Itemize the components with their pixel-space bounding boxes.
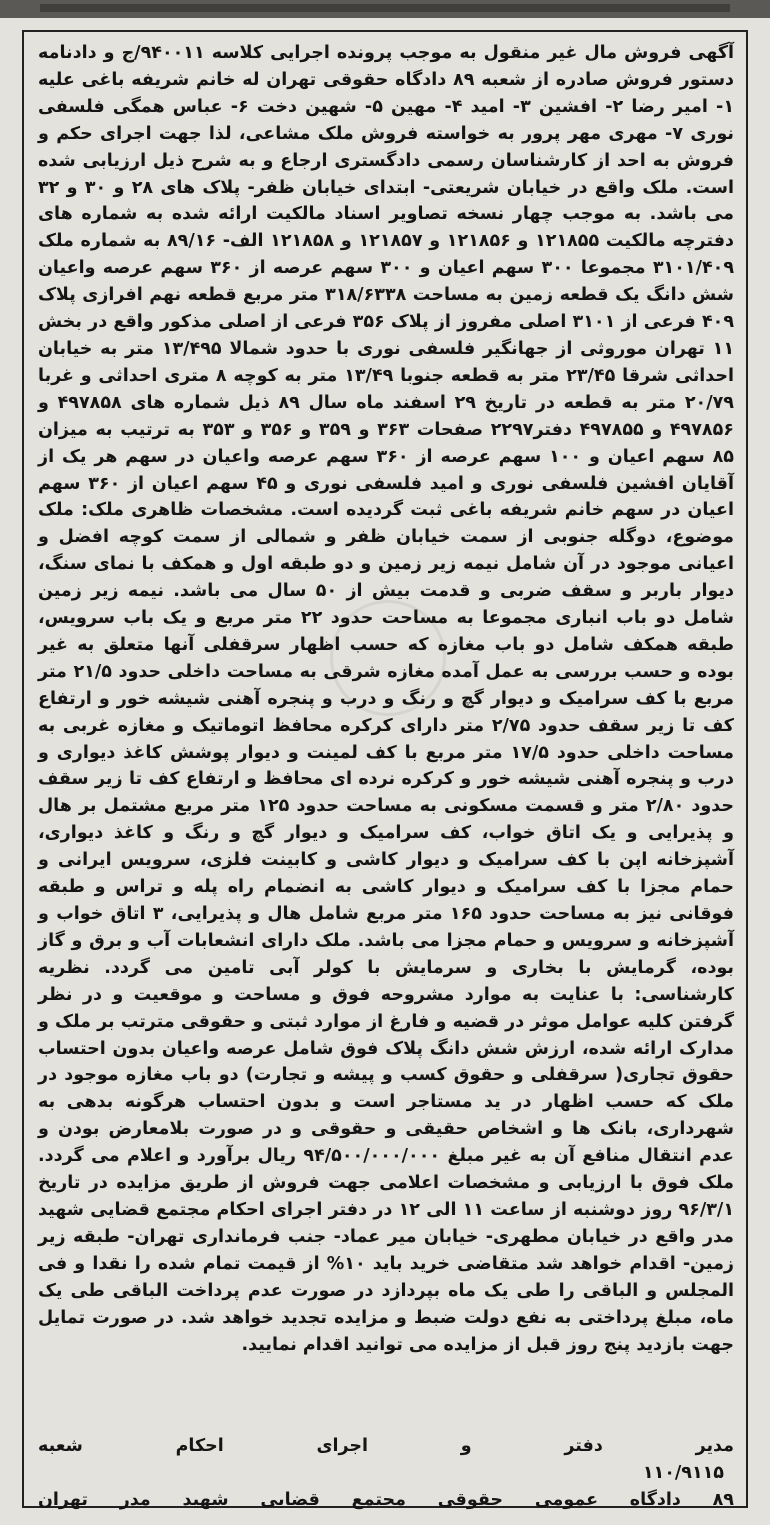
notice-footer — [38, 1433, 734, 1514]
torn-top-edge — [0, 0, 770, 18]
signature-title: مدیر دفتر و اجرای احکام شعبه — [38, 1436, 734, 1456]
court-name-line: ۸۹ دادگاه عمومی حقوقی مجتمع قضایی شهید مدر تهران — [38, 1489, 734, 1510]
reference-number: ۱۱۰/۹۱۱۵ — [642, 1462, 724, 1483]
auction-notice-body: آگهی فروش مال غیر منقول به موجب پرونده اجرایی کلاسه ۹۴۰۰۱۱/ج و دادنامه دستور فروش صادره از شعبه ۸۹ دادگاه حقوقی تهران له خانم شریفه باغی علیه ۱- امیر رضا ۲- افشین ۳- امید ۴- مهین ۵- شهین دخت ۶- عباس همگی فلسفی نوری ۷- مهری مهر پرور به خواسته فروش ملک مشاعی، لذا جهت اجرای حکم و فروش به احد از کارشناسان رسمی دادگستری ارجاع و به شرح ذیل ارزیابی شده است. ملک واقع در خیابان شریعتی- ابتدای خیابان ظفر- پلاک های ۲۸ و ۳۰ و ۳۲ می باشد. به موجب چهار نسخه تصاویر اسناد مالکیت ارائه شده به شماره های دفترچه مالکیت ۱۲۱۸۵۵ و ۱۲۱۸۵۶ و ۱۲۱۸۵۷ و ۱۲۱۸۵۸ الف- ۸۹/۱۶ به شماره ملک ۳۱۰۱/۴۰۹ مجموعا ۳۰۰ سهم اعیان و ۳۰۰ سهم عرصه از ۳۶۰ سهم عرصه واعیان شش دانگ یک قطعه زمین به مساحت ۳۱۸/۶۳۳۸ متر مربع قطعه نهم افرازی پلاک ۴۰۹ فرعی از ۳۱۰۱ اصلی مفروز از پلاک ۳۵۶ فرعی از اصلی مذکور واقع در بخش ۱۱ تهران موروثی از جهانگیر فلسفی نوری با حدود شمالا ۱۳/۴۹۵ متر به خیابان احداثی شرقا ۲۳/۴۵ متر به قطعه جنوبا ۱۳/۴۹ متر به کوچه ۸ متری احداثی و غربا ۲۰/۷۹ متر به قطعه در تاریخ ۲۹ اسفند ماه سال ۸۹ ذیل شماره های ۴۹۷۸۵۸ و ۴۹۷۸۵۶ و ۴۹۷۸۵۵ دفتر۲۲۹۷ صفحات ۳۶۳ و ۳۵۹ و ۳۵۶ و ۳۵۳ به ترتیب به میزان ۸۵ سهم اعیان و ۱۰۰ سهم عرصه از ۳۶۰ سهم عرصه واعیان در سهم هر یک از آقایان افشین فلسفی نوری و امید فلسفی نوری و ۴۵ سهم اعیان از ۳۶۰ سهم اعیان در سهم خانم شریفه باغی ثبت گردیده است. مشخصات ظاهری ملک: ملک موضوع، دوگله جنوبی از سمت خیابان ظفر و شمالی از سمت کوچه افضل و اعیانی موجود در آن شامل نیمه زیر زمین و دو طبقه اول و همکف با نمای سنگ، دیوار باربر و سقف ضربی و قدمت بیش از ۵۰ سال می باشد. نیمه زیر زمین شامل دو باب انباری مجموعا به مساحت حدود ۲۲ متر مربع و یک باب سرویس، طبقه همکف شامل دو باب مغازه که حسب اظهار سرقفلی آنها متعلق به غیر بوده و حسب بررسی به عمل آمده مغازه شرقی به مساحت داخلی حدود ۲۱/۵ متر مربع با کف سرامیک و دیوار گچ و رنگ و درب و پنجره آهنی شیشه خور و ارتفاع کف تا زیر سقف حدود ۲/۷۵ متر دارای کرکره محافظ اتوماتیک و مغازه غربی به مساحت داخلی حدود ۱۷/۵ متر مربع با کف لمینت و دیوار پوشش کاغذ دیواری و درب و پنجره آهنی شیشه خور و کرکره نرده ای محافظ و ارتفاع کف تا زیر سقف حدود ۲/۸۰ متر و قسمت مسکونی به مساحت حدود ۱۲۵ متر مربع مشتمل بر هال و پذیرایی و یک اتاق خواب، کف سرامیک و دیوار گچ و رنگ و کاغذ دیواری، آشپزخانه اپن با کف سرامیک و دیوار کاشی و کابینت فلزی، سرویس ایرانی و حمام مجزا با کف سرامیک و دیوار کاشی به انضمام راه پله و تراس و طبقه فوقانی نیز به مساحت حدود ۱۶۵ متر مربع شامل هال و پذیرایی، ۳ اتاق خواب و آشپزخانه و سرویس و حمام مجزا می باشد. ملک دارای انشعابات آب و برق و گاز بوده، گرمایش با بخاری و سرمایش با کولر آبی تامین می گردد. نظریه کارشناسی: با عنایت به موارد مشروحه فوق و مساحت و موقعیت و در نظر گرفتن کلیه عوامل موثر در قضیه و فارغ از موارد ثبتی و حقوقی مترتب بر ملک و مدارک ارائه شده، ارزش شش دانگ پلاک فوق شامل عرصه واعیان بدون احتساب حقوق تجاری( سرقفلی و حقوق کسب و پیشه و تجارت) دو باب مغازه موجود در ملک که حسب اظهار در ید مستاجر است و بدون احتساب هرگونه بدهی به شهرداری، بانک ها و اشخاص حقیقی و حقوقی و در صورت بلامعارض بودن و عدم انتقال منافع آن به غیر مبلغ ۹۴/۵۰۰/۰۰۰/۰۰۰ ریال برآورد و اعلام می گردد. ملک فوق با ارزیابی و مشخصات اعلامی جهت فروش از طریق مزایده در تاریخ ۹۶/۳/۱ روز دوشنبه از ساعت ۱۱ الی ۱۲ در دفتر اجرای احکام مجتمع قضایی شهید مدر واقع در خیابان مطهری- خیابان میر عماد- جنب فرمانداری تهران- طبقه زیر زمین- اقدام خواهد شد متقاضی خرید باید ۱۰% از قیمت تمام شده را نقدا و فی المجلس و الباقی را طی یک ماه بپردازد در صورت عدم پرداخت الباقی طی یک ماه، مبلغ پرداختی به نفع دولت ضبط و مزایده تجدید خواهد شد. در صورت تمایل جهت بازدید پنج روز قبل از مزایده می توانید اقدام نمایید. — [38, 43, 735, 1355]
cut-off-text-strip — [40, 4, 730, 12]
